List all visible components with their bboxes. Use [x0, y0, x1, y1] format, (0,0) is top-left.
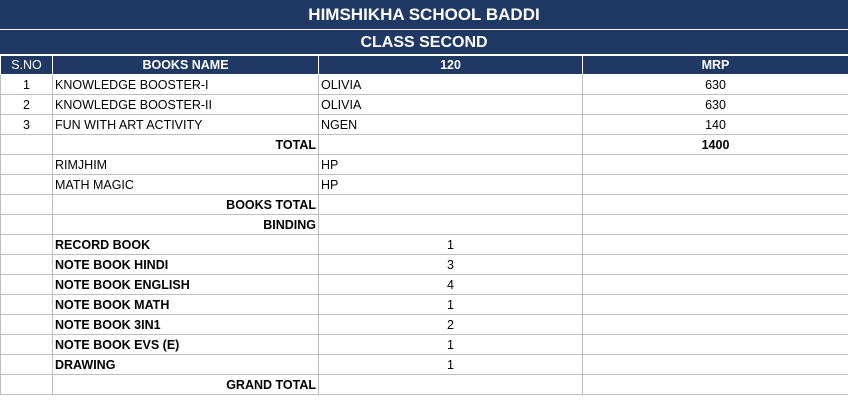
cell-empty[interactable]: [583, 195, 848, 215]
cell-empty[interactable]: [1, 375, 53, 395]
table-row: [1, 295, 848, 315]
cell-empty[interactable]: [1, 315, 53, 335]
cell-qty[interactable]: 1: [319, 235, 583, 255]
cell-notebook-name[interactable]: NOTE BOOK HINDI: [53, 255, 319, 275]
cell-empty[interactable]: [583, 215, 848, 235]
cell-publisher[interactable]: NGEN: [319, 115, 583, 135]
book-list-table: [0, 55, 848, 395]
cell-empty[interactable]: [1, 335, 53, 355]
header-qty[interactable]: 120: [319, 56, 583, 75]
table-row: [1, 255, 848, 275]
cell-notebook-name[interactable]: NOTE BOOK ENGLISH: [53, 275, 319, 295]
cell-qty[interactable]: 1: [319, 335, 583, 355]
table-row: [1, 335, 848, 355]
cell-sno[interactable]: 2: [1, 95, 53, 115]
cell-qty[interactable]: 1: [319, 355, 583, 375]
cell-qty[interactable]: 4: [319, 275, 583, 295]
cell-notebook-name[interactable]: DRAWING: [53, 355, 319, 375]
cell-empty[interactable]: [1, 295, 53, 315]
cell-empty[interactable]: [319, 195, 583, 215]
grand-total-label[interactable]: GRAND TOTAL: [53, 375, 319, 395]
books-total-label[interactable]: BOOKS TOTAL: [53, 195, 319, 215]
cell-empty[interactable]: [583, 175, 848, 195]
cell-empty[interactable]: [583, 275, 848, 295]
cell-empty[interactable]: [1, 175, 53, 195]
table-row: [1, 175, 848, 195]
cell-qty[interactable]: 3: [319, 255, 583, 275]
table-row: [1, 355, 848, 375]
header-row: [1, 56, 848, 75]
cell-empty[interactable]: [583, 315, 848, 335]
cell-empty[interactable]: [319, 375, 583, 395]
table-row: [1, 315, 848, 335]
cell-empty[interactable]: [583, 335, 848, 355]
class-title: CLASS SECOND: [0, 30, 848, 55]
cell-publisher[interactable]: OLIVIA: [319, 75, 583, 95]
cell-qty[interactable]: 2: [319, 315, 583, 335]
table-row: [1, 75, 848, 95]
cell-notebook-name[interactable]: NOTE BOOK EVS (E): [53, 335, 319, 355]
cell-book-name[interactable]: MATH MAGIC: [53, 175, 319, 195]
cell-publisher[interactable]: HP: [319, 155, 583, 175]
cell-empty[interactable]: [1, 155, 53, 175]
cell-publisher[interactable]: HP: [319, 175, 583, 195]
cell-book-name[interactable]: KNOWLEDGE BOOSTER-I: [53, 75, 319, 95]
header-books-name[interactable]: BOOKS NAME: [53, 56, 319, 75]
cell-book-name[interactable]: KNOWLEDGE BOOSTER-II: [53, 95, 319, 115]
table-row: [1, 275, 848, 295]
cell-empty[interactable]: [1, 275, 53, 295]
books-total-row: [1, 195, 848, 215]
cell-empty[interactable]: [1, 255, 53, 275]
grand-total-row: [1, 375, 848, 395]
cell-empty[interactable]: [1, 195, 53, 215]
table-row: [1, 115, 848, 135]
total-value[interactable]: 1400: [583, 135, 848, 155]
table-row: [1, 235, 848, 255]
cell-mrp[interactable]: 630: [583, 75, 848, 95]
cell-notebook-name[interactable]: RECORD BOOK: [53, 235, 319, 255]
cell-notebook-name[interactable]: NOTE BOOK 3IN1: [53, 315, 319, 335]
school-title: HIMSHIKHA SCHOOL BADDI: [0, 0, 848, 30]
cell-empty[interactable]: [1, 355, 53, 375]
table-row: [1, 155, 848, 175]
header-mrp[interactable]: MRP: [583, 56, 848, 75]
cell-book-name[interactable]: FUN WITH ART ACTIVITY: [53, 115, 319, 135]
cell-sno[interactable]: 1: [1, 75, 53, 95]
cell-book-name[interactable]: RIMJHIM: [53, 155, 319, 175]
total-label[interactable]: TOTAL: [53, 135, 319, 155]
cell-empty[interactable]: [583, 375, 848, 395]
cell-empty[interactable]: [1, 235, 53, 255]
binding-label[interactable]: BINDING: [53, 215, 319, 235]
cell-qty[interactable]: 1: [319, 295, 583, 315]
table-row: [1, 95, 848, 115]
cell-empty[interactable]: [1, 135, 53, 155]
cell-empty[interactable]: [583, 255, 848, 275]
header-sno[interactable]: S.NO: [1, 56, 53, 75]
cell-empty[interactable]: [583, 235, 848, 255]
total-row: [1, 135, 848, 155]
binding-row: [1, 215, 848, 235]
cell-empty[interactable]: [583, 355, 848, 375]
cell-publisher[interactable]: OLIVIA: [319, 95, 583, 115]
cell-sno[interactable]: 3: [1, 115, 53, 135]
cell-empty[interactable]: [583, 295, 848, 315]
cell-mrp[interactable]: 140: [583, 115, 848, 135]
cell-notebook-name[interactable]: NOTE BOOK MATH: [53, 295, 319, 315]
cell-empty[interactable]: [583, 155, 848, 175]
cell-mrp[interactable]: 630: [583, 95, 848, 115]
cell-empty[interactable]: [319, 215, 583, 235]
cell-empty[interactable]: [1, 215, 53, 235]
cell-empty[interactable]: [319, 135, 583, 155]
